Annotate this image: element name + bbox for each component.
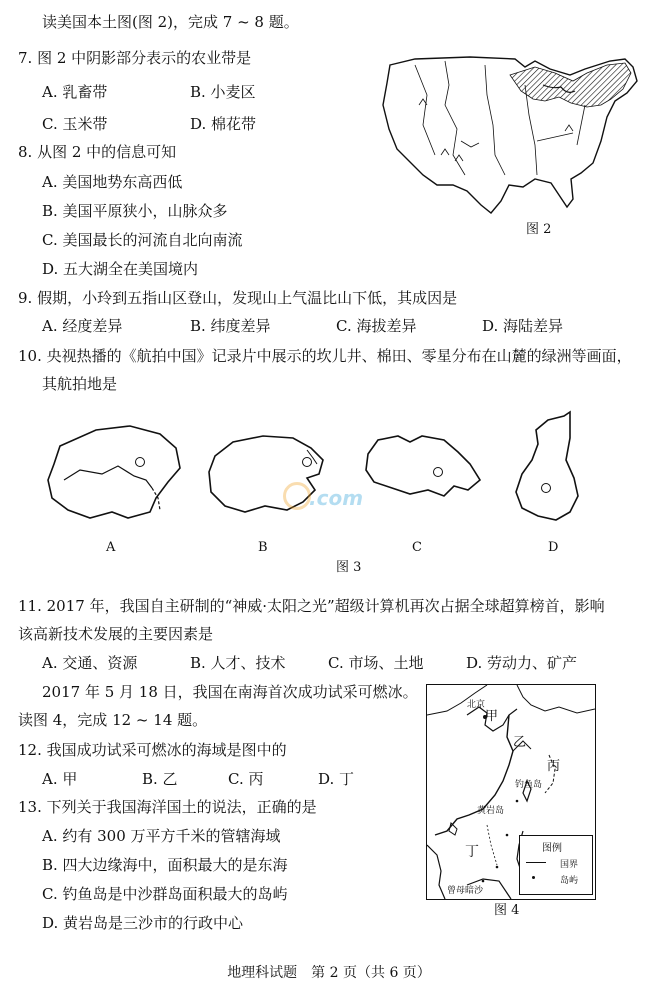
figure-3-outline-c <box>358 430 493 510</box>
intro-q7-8: 读美国本土图(图 2)，完成 7 ~ 8 题。 <box>42 13 299 31</box>
figure-3-outline-d <box>508 408 588 526</box>
q7-option-c: C. 玉米带 <box>42 115 108 133</box>
label-diaoyu: 钓鱼岛 <box>515 780 543 790</box>
q7-stem: 7. 图 2 中阴影部分表示的农业带是 <box>18 49 252 67</box>
q8-option-d: D. 五大湖全在美国境内 <box>42 260 199 278</box>
label-beijing: 北京 <box>467 700 486 710</box>
q9-stem: 9. 假期，小玲到五指山区登山，发现山上气温比山下低，其成因是 <box>18 289 458 307</box>
page-footer: 地理科试题 第 2 页（共 6 页） <box>227 965 431 981</box>
q13-option-a: A. 约有 300 万平方千米的管辖海域 <box>42 827 281 845</box>
q7-option-a: A. 乳畜带 <box>42 83 108 101</box>
label-jia: 甲 <box>485 709 499 724</box>
q7-option-b: B. 小麦区 <box>190 83 256 101</box>
figure-2-us-map <box>375 45 645 220</box>
q7-option-d: D. 棉花带 <box>190 115 257 133</box>
q11-stem-line2: 该高新技术发展的主要因素是 <box>18 625 214 643</box>
label-ding: 丁 <box>465 844 479 860</box>
figure-4-caption: 图 4 <box>494 903 520 918</box>
q11-option-c: C. 市场、土地 <box>328 654 424 672</box>
legend-island-label: 岛屿 <box>560 876 579 886</box>
q13-option-d: D. 黄岩岛是三沙市的行政中心 <box>42 914 244 932</box>
legend-border-label: 国界 <box>560 860 579 870</box>
q11-stem-line1: 11. 2017 年，我国自主研制的“神威·太阳之光”超级计算机再次占据全球超算榜首，影响 <box>18 597 605 615</box>
q9-option-a: A. 经度差异 <box>42 317 123 335</box>
watermark-text: .com <box>309 486 364 510</box>
q11-option-b: B. 人才、技术 <box>190 654 286 672</box>
figure-3-label-b: B <box>258 540 268 555</box>
q13-stem: 13. 下列关于我国海洋国土的说法，正确的是 <box>18 798 317 816</box>
q11-option-a: A. 交通、资源 <box>42 654 138 672</box>
q9-option-b: B. 纬度差异 <box>190 317 271 335</box>
q12-option-c: C. 丙 <box>228 770 264 788</box>
q8-stem: 8. 从图 2 中的信息可知 <box>18 143 177 161</box>
q8-option-a: A. 美国地势东高西低 <box>42 173 183 191</box>
q10-stem-line2: 其航拍地是 <box>42 375 118 393</box>
q10-stem-line1: 10. 央视热播的《航拍中国》记录片中展示的坎儿井、棉田、零星分布在山麓的绿洲等画面， <box>18 347 632 365</box>
q8-option-c: C. 美国最长的河流自北向南流 <box>42 231 243 249</box>
legend-island-symbol <box>532 876 535 879</box>
figure-4-map <box>426 684 596 900</box>
label-bing: 丙 <box>547 759 561 774</box>
q13-option-b: B. 四大边缘海中，面积最大的是东海 <box>42 856 288 874</box>
q13-option-c: C. 钓鱼岛是中沙群岛面积最大的岛屿 <box>42 885 288 903</box>
legend-title: 图例 <box>542 843 562 854</box>
q12-option-a: A. 甲 <box>42 770 78 788</box>
label-yi: 乙 <box>513 735 527 750</box>
figure-3-label-a: A <box>106 540 116 555</box>
intro-q12-14-line1: 2017 年 5 月 18 日，我国在南海首次成功试采可燃冰。 <box>42 683 418 701</box>
q12-option-b: B. 乙 <box>142 770 178 788</box>
figure-2-caption: 图 2 <box>526 222 552 237</box>
label-zengmu: 曾母暗沙 <box>447 886 484 896</box>
figure-3-label-d: D <box>548 540 559 555</box>
figure-3-caption: 图 3 <box>336 560 362 575</box>
q9-option-c: C. 海拔差异 <box>336 317 417 335</box>
label-huangyan: 黄岩岛 <box>477 806 505 816</box>
q12-stem: 12. 我国成功试采可燃冰的海域是图中的 <box>18 741 287 759</box>
figure-4-legend <box>519 835 593 895</box>
q9-option-d: D. 海陆差异 <box>482 317 564 335</box>
q8-option-b: B. 美国平原狭小，山脉众多 <box>42 202 228 220</box>
intro-q12-14-line2: 读图 4，完成 12 ~ 14 题。 <box>18 711 208 729</box>
legend-border-line <box>526 862 546 863</box>
figure-3-label-c: C <box>412 540 422 555</box>
figure-3-outline-a <box>40 420 185 525</box>
q11-option-d: D. 劳动力、矿产 <box>466 654 578 672</box>
q12-option-d: D. 丁 <box>318 770 355 788</box>
